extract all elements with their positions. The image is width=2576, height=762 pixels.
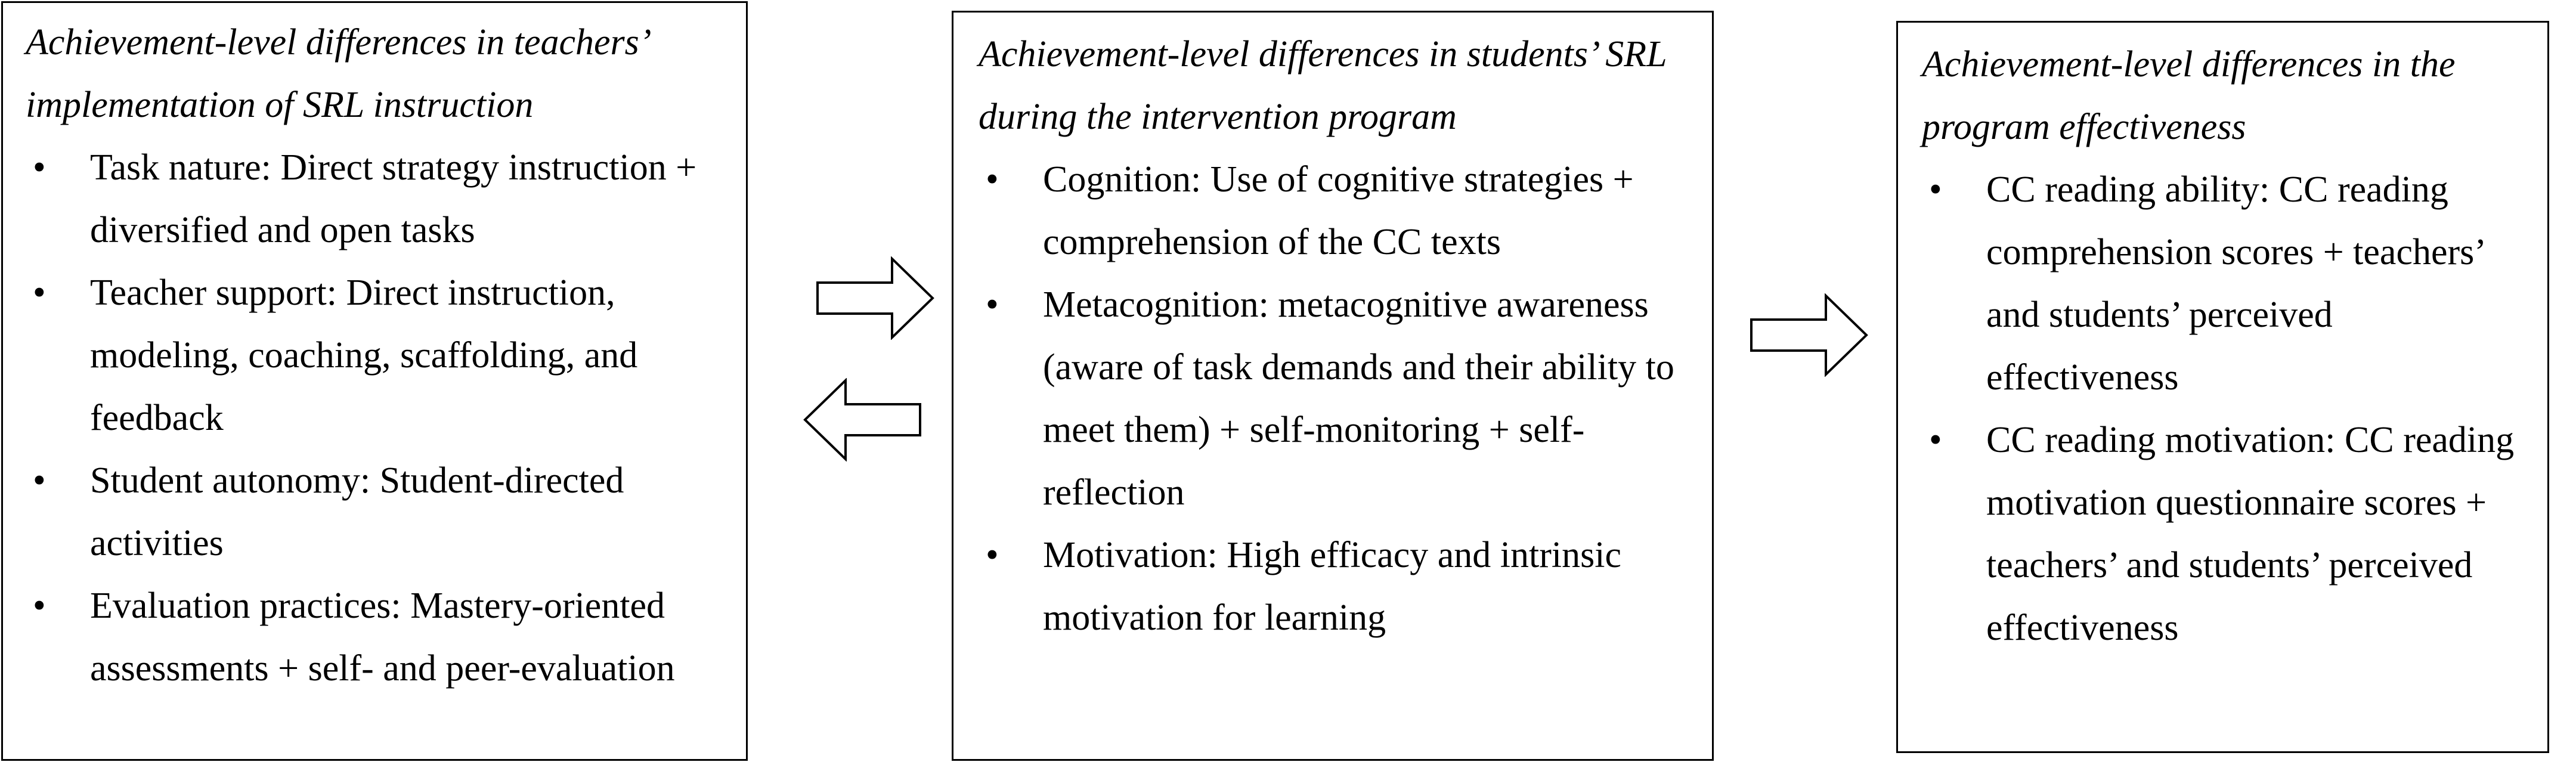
item-list: [1922, 159, 2529, 659]
list-item: [26, 137, 722, 262]
list-item: [26, 575, 722, 700]
list-item: [979, 274, 1688, 524]
list-item-text: Student autonomy: Student-directed activities: [90, 460, 624, 563]
bullet-icon: •: [33, 586, 46, 626]
list-item-text: Task nature: Direct strategy instruction + diversified and open tasks: [90, 147, 697, 250]
bullet-icon: •: [33, 460, 46, 501]
bullet-icon: •: [986, 284, 999, 325]
bullet-icon: •: [33, 147, 46, 188]
bullet-icon: •: [33, 272, 46, 313]
bullet-icon: •: [986, 159, 999, 200]
list-item-text: CC reading ability: CC reading comprehension scores + teachers’ and students’ perceived effectiveness: [1986, 169, 2484, 398]
item-list: [26, 137, 722, 700]
item-list: [979, 148, 1688, 649]
list-item-text: Evaluation practices: Mastery-oriented assessments + self- and peer-evaluation: [90, 586, 675, 689]
list-item-text: CC reading motivation: CC reading motivation questionnaire scores + teachers’ and students’ perceived effectiveness: [1986, 420, 2515, 648]
list-item: [1922, 159, 2529, 409]
arrow-right-icon: [1750, 293, 1869, 377]
arrow-right-icon: [816, 256, 935, 340]
box-program-effectiveness: [1896, 21, 2549, 753]
bullet-icon: •: [1929, 169, 1942, 210]
bullet-icon: •: [1929, 420, 1942, 460]
list-item-text: Motivation: High efficacy and intrinsic motivation for learning: [1043, 535, 1621, 638]
box-students-srl: [952, 11, 1714, 761]
arrow-left-icon: [803, 378, 922, 461]
bullet-icon: •: [986, 535, 999, 575]
list-item-text: Teacher support: Direct instruction, modeling, coaching, scaffolding, and feedback: [90, 272, 638, 438]
list-item: [979, 524, 1688, 649]
list-item: [1922, 409, 2529, 659]
box-title: Achievement-level differences in the program effectiveness: [1922, 44, 2456, 147]
list-item: [979, 148, 1688, 274]
list-item-text: Metacognition: metacognitive awareness (aware of task demands and their ability to meet them) + self-monitoring + self-reflection: [1043, 284, 1674, 513]
box-title: Achievement-level differences in students’ SRL during the intervention program: [979, 34, 1667, 137]
list-item: [26, 450, 722, 575]
list-item-text: Cognition: Use of cognitive strategies + comprehension of the CC texts: [1043, 159, 1634, 262]
box-teachers-implementation: [1, 1, 748, 761]
list-item: [26, 262, 722, 450]
box-title: Achievement-level differences in teachers’ implementation of SRL instruction: [26, 22, 648, 125]
